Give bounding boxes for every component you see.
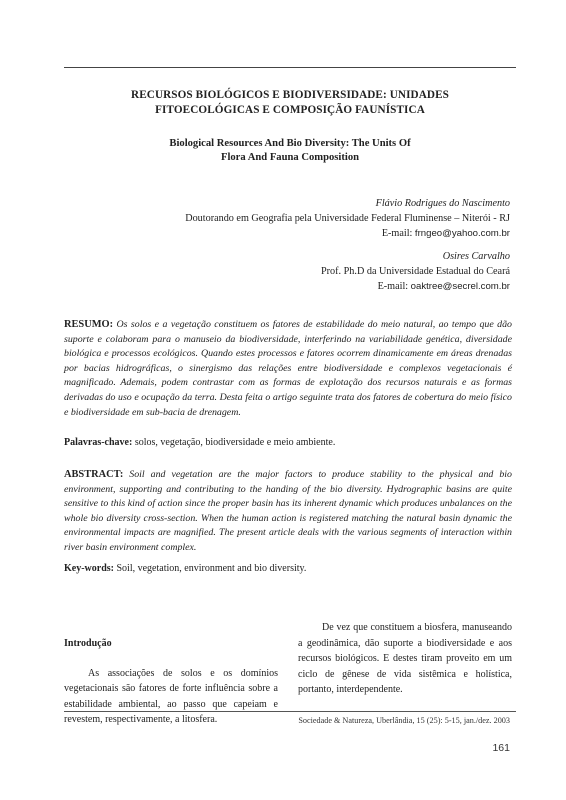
title-en-line-1: Biological Resources And Bio Diversity: The Units Of — [169, 138, 411, 149]
intro-heading: Introdução — [64, 638, 112, 649]
resumo-label: RESUMO: — [64, 319, 114, 330]
author-email: oaktree@secrel.com.br — [410, 281, 510, 292]
author-affiliation: Doutorando em Geografia pela Universidade Federal Fluminense – Niterói - RJ — [185, 213, 510, 224]
palavras-chave-label: Palavras-chave: — [64, 437, 133, 448]
author-name: Osires Carvalho — [442, 251, 510, 262]
intro-right-column — [298, 620, 512, 698]
author-block-2 — [321, 249, 510, 294]
abstract-paragraph — [64, 468, 512, 556]
intro-left-column — [64, 636, 278, 728]
resumo-text: Os solos e a vegetação constituem os fatores de estabilidade do meio natural, ao tempo que dão suporte e colaboram para o manuseio da biodiversidade, interferindo na variabilidade genética, diversidade biológica e processos ecológicos. Quando estes processos e fatores ocorrem dinamicamente em áreas drenadas por bacias hidrográficas, o sinergismo das relações entre biodiversidade e complexos vegetacionais é magnificado. Ademais, podem contrastar com as formas de explotação dos recursos naturais e as formas derivadas do uso e ocupação da terra. Desta feita o artigo seguinte trata dos fatores de cobertura do meio físico e biodiversidade em sub-bacia de drenagem. — [64, 319, 512, 418]
keywords-text: Soil, vegetation, environment and bio diversity. — [116, 563, 307, 574]
journal-citation: Sociedade & Natureza, Uberlândia, 15 (25): 5-15, jan./dez. 2003 — [298, 716, 510, 725]
author-block-1 — [185, 196, 510, 241]
keywords-label: Key-words: — [64, 563, 114, 574]
palavras-chave-line — [64, 436, 512, 450]
bottom-rule — [64, 711, 516, 712]
author-email: frngeo@yahoo.com.br — [414, 228, 510, 239]
title-pt-line-2: FITOECOLÓGICAS E COMPOSIÇÃO FAUNÍSTICA — [155, 104, 425, 116]
author-email-line — [185, 226, 510, 241]
intro-right-paragraph: De vez que constituem a biosfera, manuseando a geodinâmica, dão suporte a biodiversidade e aos recursos biológicos. E destes tiram proveito em um ciclo de gênese de vida sistêmica e holística, portanto, interdependente. — [298, 622, 512, 696]
intro-left-paragraph: As associações de solos e os domínios vegetacionais são fatores de forte influência sobre a estabilidade ambiental, ao passo que capeiam e revestem, respectivamente, a litosfera. — [64, 667, 278, 726]
palavras-chave-text: solos, vegetação, biodiversidade e meio ambiente. — [134, 437, 336, 448]
author-affiliation: Prof. Ph.D da Universidade Estadual do Ceará — [321, 266, 510, 277]
title-pt-line-1: RECURSOS BIOLÓGICOS E BIODIVERSIDADE: UNIDADES — [131, 89, 449, 101]
abstract-label: ABSTRACT: — [64, 469, 124, 480]
top-rule — [64, 67, 516, 68]
resumo-paragraph — [64, 318, 512, 420]
title-en-line-2: Flora And Fauna Composition — [220, 152, 360, 163]
email-label: E-mail: — [381, 228, 413, 239]
author-email-line — [321, 279, 510, 294]
email-label: E-mail: — [377, 281, 409, 292]
author-name: Flávio Rodrigues do Nascimento — [375, 198, 510, 209]
keywords-line — [64, 562, 512, 576]
title-portuguese — [64, 88, 516, 118]
abstract-text: Soil and vegetation are the major factors to produce stability to the physical and bio environment, supporting and contributing to the handing of the bio diversity. Hydrographic basins are quite sensitive to this kind of action since the proper basin has its inherent dynamic which produces unbalances on the whole bio diversity cross-section. When the human action is registered matching the natural basin dynamic the environmental impacts are magnified. The present article deals with the various segments of interaction within river basin environment complex. — [64, 469, 512, 553]
title-english — [64, 137, 516, 165]
page-number: 161 — [492, 742, 510, 754]
